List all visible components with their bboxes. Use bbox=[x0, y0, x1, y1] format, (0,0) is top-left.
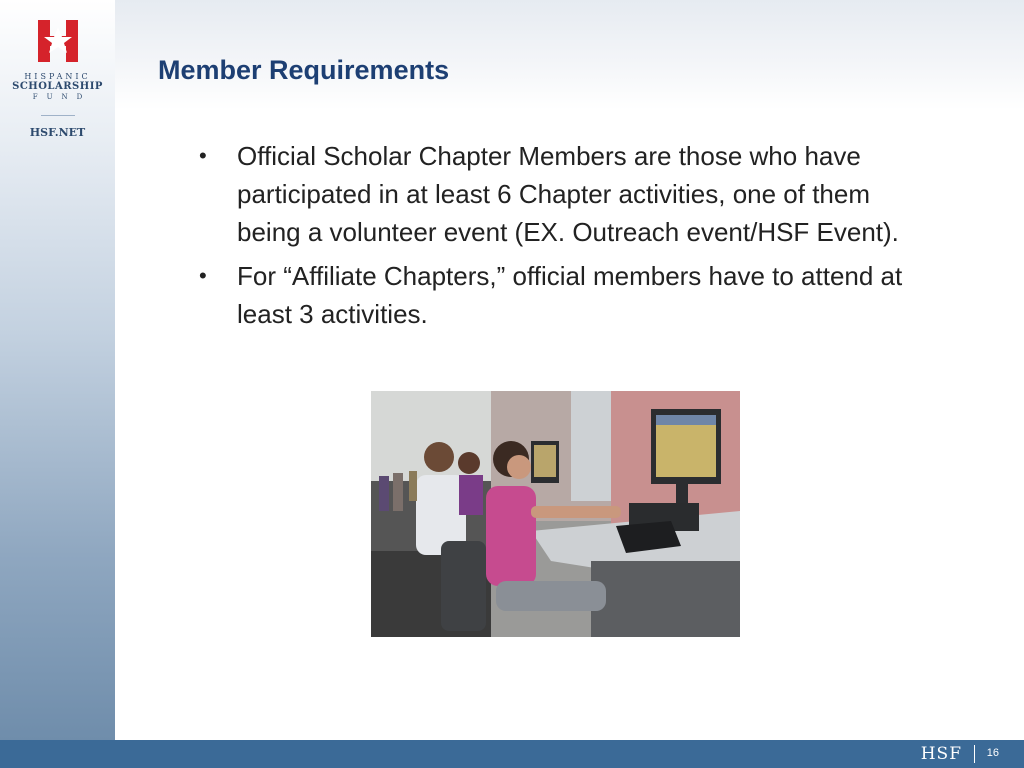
bullet-dot: • bbox=[199, 143, 207, 168]
logo-divider bbox=[41, 115, 75, 116]
logo-line-hispanic: HISPANIC bbox=[24, 72, 91, 81]
page-number: 16 bbox=[986, 747, 999, 759]
site-url: HSF.NET bbox=[29, 125, 86, 139]
bullet-dot: • bbox=[199, 263, 207, 288]
footer-hsf-logo: HSF bbox=[920, 744, 962, 764]
bullet-list bbox=[195, 137, 925, 339]
bullet-item bbox=[195, 137, 925, 251]
logo-line-scholarship: SCHOLARSHIP bbox=[12, 81, 103, 93]
hsf-logo bbox=[0, 18, 115, 139]
hsf-emblem-icon bbox=[36, 18, 80, 64]
bullet-item bbox=[195, 257, 925, 333]
footer-divider bbox=[974, 745, 975, 763]
slide-title: Member Requirements bbox=[158, 55, 450, 85]
bullet-text: For “Affiliate Chapters,” official members have to attend at least 3 activities. bbox=[237, 261, 903, 329]
footer-bar bbox=[0, 740, 1024, 768]
students-photo bbox=[371, 391, 740, 637]
logo-line-fund: FUND bbox=[32, 92, 92, 101]
bullet-text: Official Scholar Chapter Members are those who have participated in at least 6 Chapter activities, one of them being a volunteer event (EX. Outreach event/HSF Event). bbox=[237, 141, 899, 247]
